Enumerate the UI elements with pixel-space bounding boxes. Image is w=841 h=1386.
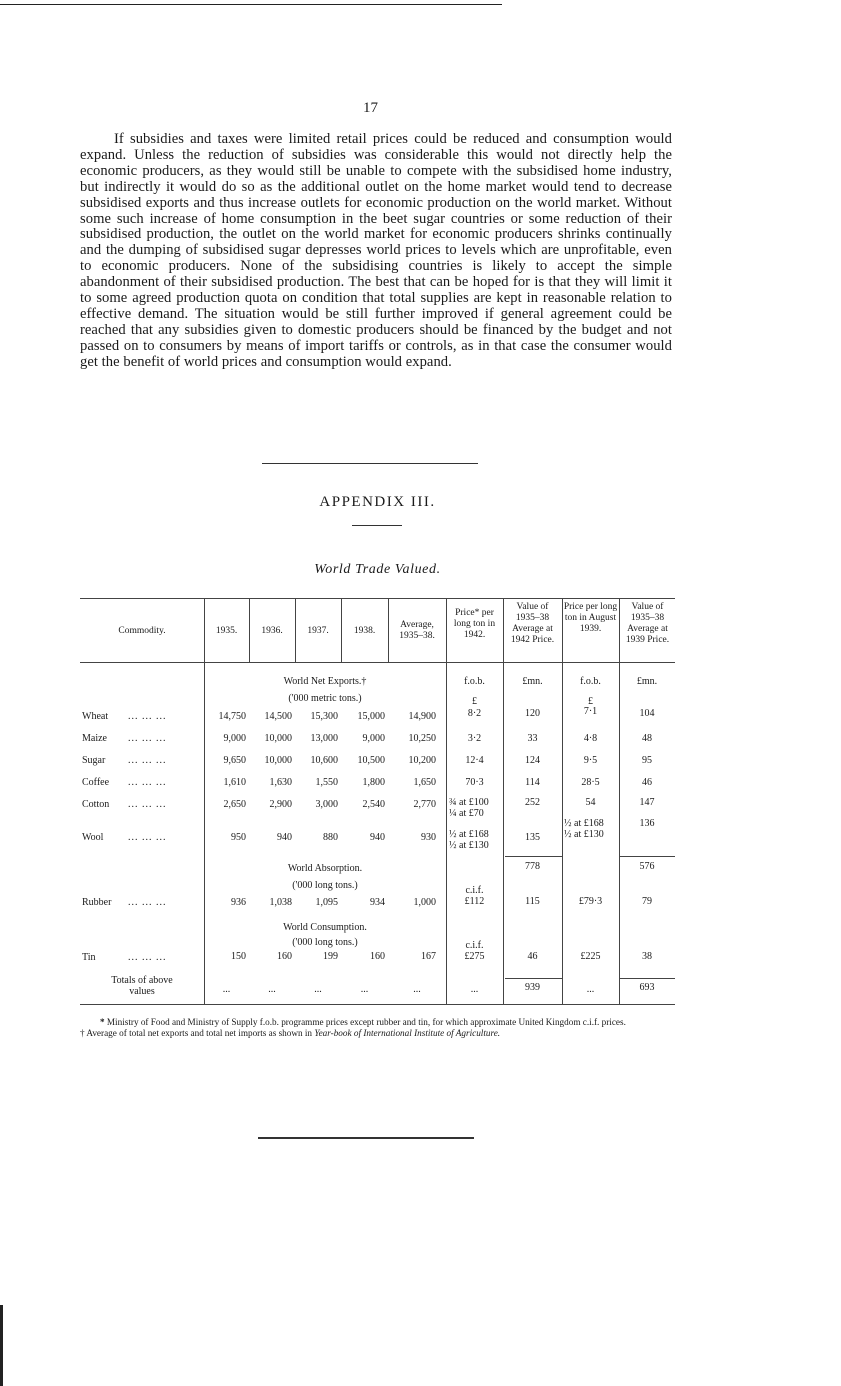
pound-sign-1942: £ — [472, 696, 477, 707]
totals-1936: ... — [268, 984, 276, 995]
row-coffee-value-1942: 114 — [525, 777, 540, 788]
row-coffee-dots: ... ... ... — [128, 777, 167, 788]
row-rubber-name: Rubber — [82, 897, 112, 908]
row-tin-name: Tin — [82, 952, 96, 963]
row-wool-average: 930 — [421, 832, 436, 843]
row-wool-price-1942-line1: ½ at £168 — [449, 829, 489, 840]
mn-1942: £mn. — [522, 676, 543, 687]
row-tin-price-1939: £225 — [580, 951, 601, 962]
row-wheat-dots: ... ... ... — [128, 711, 167, 722]
row-sugar-price-1942: 12·4 — [465, 755, 484, 766]
table-top-rule — [80, 598, 675, 599]
row-wheat-1937: 15,300 — [310, 711, 338, 722]
row-coffee-price-1942: 70·3 — [465, 777, 484, 788]
row-wool-price-1939-line2: ½ at £130 — [564, 829, 604, 840]
row-maize-name: Maize — [82, 733, 107, 744]
row-cotton-price-1942-line2: ¼ at £70 — [449, 808, 484, 819]
row-wool-value-1939: 136 — [639, 818, 655, 829]
footnote-2 — [80, 1028, 676, 1039]
header-1935: 1935. — [215, 626, 238, 636]
row-maize-value-1939: 48 — [642, 733, 652, 744]
row-rubber-price-1942: £112 — [464, 896, 485, 907]
row-maize-average: 10,250 — [408, 733, 436, 744]
total-rule-1942 — [505, 978, 562, 979]
row-wool-price-1939-line1: ½ at £168 — [564, 818, 604, 829]
cif-rubber: c.i.f. — [465, 885, 484, 896]
row-tin-1938: 160 — [370, 951, 385, 962]
row-cotton-1936: 2,900 — [269, 799, 292, 810]
totals-1937: ... — [314, 984, 322, 995]
section-absorption: World Absorption. — [287, 863, 363, 874]
row-cotton-1937: 3,000 — [315, 799, 338, 810]
header-value-1939: Value of 1935–38 Average at 1939 Price. — [625, 602, 670, 645]
row-wheat-1936: 14,500 — [264, 711, 292, 722]
row-tin-1937: 199 — [323, 951, 338, 962]
table-title: World Trade Valued. — [314, 562, 441, 577]
subtotal-rule-1942 — [505, 856, 562, 857]
closing-rule — [258, 1137, 474, 1139]
row-maize-value-1942: 33 — [527, 733, 538, 744]
row-sugar-1938: 10,500 — [357, 755, 385, 766]
row-cotton-1935: 2,650 — [223, 799, 246, 810]
row-maize-price-1942: 3·2 — [467, 733, 482, 744]
row-cotton-average: 2,770 — [413, 799, 436, 810]
row-wool-1936: 940 — [277, 832, 292, 843]
units-metric-tons: ('000 metric tons.) — [288, 693, 362, 704]
bottom-rule — [80, 1004, 675, 1005]
col-rule-5 — [388, 598, 389, 662]
row-maize-1936: 10,000 — [264, 733, 292, 744]
header-price-1942: Price* per long ton in 1942. — [453, 608, 496, 640]
row-sugar-value-1942: 124 — [525, 755, 540, 766]
row-cotton-price-1942-line1: ¾ at £100 — [449, 797, 489, 808]
row-coffee-name: Coffee — [82, 777, 110, 788]
row-wool-1938: 940 — [370, 832, 385, 843]
row-sugar-dots: ... ... ... — [128, 755, 167, 766]
row-maize-dots: ... ... ... — [128, 733, 167, 744]
header-value-1942: Value of 1935–38 Average at 1942 Price. — [510, 602, 555, 645]
row-maize-1937: 13,000 — [310, 733, 338, 744]
row-cotton-1938: 2,540 — [362, 799, 385, 810]
row-wheat-value-1939: 104 — [639, 708, 655, 719]
row-coffee-1935: 1,610 — [223, 777, 246, 788]
row-wool-1937: 880 — [323, 832, 338, 843]
row-rubber-1938: 934 — [370, 897, 385, 908]
row-wool-1935: 950 — [231, 832, 246, 843]
totals-value-1939: 693 — [639, 982, 655, 993]
row-tin-value-1939: 38 — [642, 951, 652, 962]
subtotal-value-1942: 778 — [525, 861, 540, 872]
row-rubber-1937: 1,095 — [315, 897, 338, 908]
row-tin-value-1942: 46 — [527, 951, 538, 962]
header-bottom-rule — [80, 662, 675, 663]
footnote-1-mark: * — [100, 1017, 105, 1027]
row-sugar-name: Sugar — [82, 755, 106, 766]
row-wheat-price-1939: 7·1 — [583, 706, 598, 717]
footnote-2-source: Year-book of International Institute of Agriculture. — [314, 1027, 501, 1038]
fob-1939: f.o.b. — [580, 676, 601, 687]
row-tin-price-1942: £275 — [464, 951, 485, 962]
row-wool-value-1942: 135 — [525, 832, 540, 843]
totals-1935: ... — [222, 984, 231, 995]
row-tin-1935: 150 — [231, 951, 246, 962]
row-sugar-1936: 10,000 — [264, 755, 292, 766]
row-cotton-price-1939: 54 — [585, 797, 596, 808]
row-coffee-1936: 1,630 — [269, 777, 292, 788]
row-wheat-1938: 15,000 — [357, 711, 385, 722]
appendix-title: APPENDIX III. — [319, 494, 436, 510]
units-long-tons-rubber: ('000 long tons.) — [292, 880, 358, 891]
row-sugar-1937: 10,600 — [310, 755, 338, 766]
footnote-1 — [80, 1017, 676, 1028]
header-1936: 1936. — [261, 626, 283, 636]
totals-value-1942: 939 — [525, 982, 540, 993]
mn-1939: £mn. — [636, 676, 658, 687]
total-rule-1939 — [620, 978, 675, 979]
header-average: Average, 1935–38. — [399, 620, 435, 641]
totals-label-line2: values — [129, 986, 155, 997]
totals-price-1939: ... — [586, 984, 595, 995]
row-rubber-1936: 1,038 — [269, 897, 292, 908]
subtotal-value-1939: 576 — [639, 861, 655, 872]
row-sugar-1935: 9,650 — [223, 755, 246, 766]
pound-sign-1939: £ — [588, 696, 593, 707]
row-cotton-dots: ... ... ... — [128, 799, 167, 810]
row-rubber-price-1939: £79·3 — [578, 896, 603, 907]
row-maize-1938: 9,000 — [362, 733, 385, 744]
section-consumption: World Consumption. — [283, 922, 367, 933]
fob-1942: f.o.b. — [464, 676, 485, 687]
row-maize-price-1939: 4·8 — [583, 733, 598, 744]
row-sugar-average: 10,200 — [408, 755, 436, 766]
header-1938: 1938. — [353, 626, 376, 636]
row-rubber-average: 1,000 — [413, 897, 436, 908]
footnote-2-text: Average of total net exports and total net imports as shown in — [86, 1027, 315, 1038]
cif-tin: c.i.f. — [465, 940, 484, 951]
row-wheat-1935: 14,750 — [218, 711, 246, 722]
footnote-1-text: Ministry of Food and Ministry of Supply f.o.b. programme prices except rubber and tin, for which approximate United Kingdom c.i.f. prices. — [106, 1017, 626, 1027]
row-coffee-average: 1,650 — [413, 777, 436, 788]
row-tin-dots: ... ... ... — [128, 952, 167, 963]
row-coffee-price-1939: 28·5 — [581, 777, 600, 788]
totals-1938: ... — [360, 984, 369, 995]
row-wheat-average: 14,900 — [408, 711, 436, 722]
totals-price-1942: ... — [470, 984, 479, 995]
row-sugar-price-1939: 9·5 — [583, 755, 598, 766]
page-number: 17 — [363, 100, 378, 116]
subtotal-rule-1939 — [620, 856, 675, 857]
totals-label-line1: Totals of above — [111, 975, 173, 986]
row-wool-price-1942-line2: ½ at £130 — [449, 840, 489, 851]
row-coffee-1937: 1,550 — [315, 777, 338, 788]
section-net-exports: World Net Exports.† — [283, 676, 367, 687]
totals-average: ... — [413, 984, 421, 995]
scan-artifact-left-bar — [0, 1305, 3, 1386]
row-cotton-name: Cotton — [82, 799, 110, 810]
row-sugar-value-1939: 95 — [642, 755, 652, 766]
header-1937: 1937. — [307, 626, 329, 636]
header-price-1939: Price per long ton in August 1939. — [563, 602, 618, 634]
row-wheat-price-1942: 8·2 — [467, 708, 482, 719]
scan-artifact-top-line — [0, 4, 502, 5]
header-commodity: Commodity. — [118, 626, 166, 636]
world-trade-table — [80, 598, 675, 1005]
row-rubber-dots: ... ... ... — [128, 897, 167, 908]
row-wool-name: Wool — [82, 832, 104, 843]
row-cotton-value-1939: 147 — [639, 797, 655, 808]
row-tin-1936: 160 — [277, 951, 292, 962]
row-coffee-value-1939: 46 — [642, 777, 652, 788]
row-rubber-value-1939: 79 — [642, 896, 652, 907]
body-paragraph: If subsidies and taxes were limited retail prices could be reduced and consumption would expand. Unless the reduction of subsidies was considerable this would not directly help the economic producers, as they would still be unable to compete with the subsidised home industry, but indirectly it would do so as the additional outlet on the home market would tend to decrease subsidised exports and thus increase outlets for economic production on the world market. Without some such increase of home consumption in the beet sugar countries or some reduction of their subsidised production, the outlet on the world market for economic producers shrinks continually and the dumping of subsidised sugar depresses world prices to levels which are unprofitable, even to economic producers. None of the subsidising countries is likely to accept the simple abandonment of their subsidised production. The best that can be hoped for is that they will limit it to some agreed production quota on condition that total supplies are kept in reasonable relation to effective demand. The situation would be still further improved if general agreement could be reached that any subsidies given to domestic producers should be financed by the budget and not passed on to consumers by means of import tariffs or controls, as in that case the consumer would get the benefit of world prices and consumption would expand. — [80, 131, 672, 370]
units-long-tons-tin: ('000 long tons.) — [292, 937, 358, 948]
footnote-2-mark: † — [80, 1027, 85, 1038]
row-maize-1935: 9,000 — [223, 733, 246, 744]
row-wool-dots: ... ... ... — [128, 832, 167, 843]
row-rubber-1935: 936 — [231, 897, 246, 908]
row-rubber-value-1942: 115 — [525, 896, 540, 907]
row-wheat-name: Wheat — [82, 711, 109, 722]
row-coffee-1938: 1,800 — [362, 777, 385, 788]
row-cotton-value-1942: 252 — [525, 797, 540, 808]
section-divider-top — [262, 463, 478, 464]
footnotes — [80, 1017, 676, 1038]
appendix-underline — [352, 525, 402, 526]
row-wheat-value-1942: 120 — [525, 708, 540, 719]
row-tin-average: 167 — [421, 951, 436, 962]
